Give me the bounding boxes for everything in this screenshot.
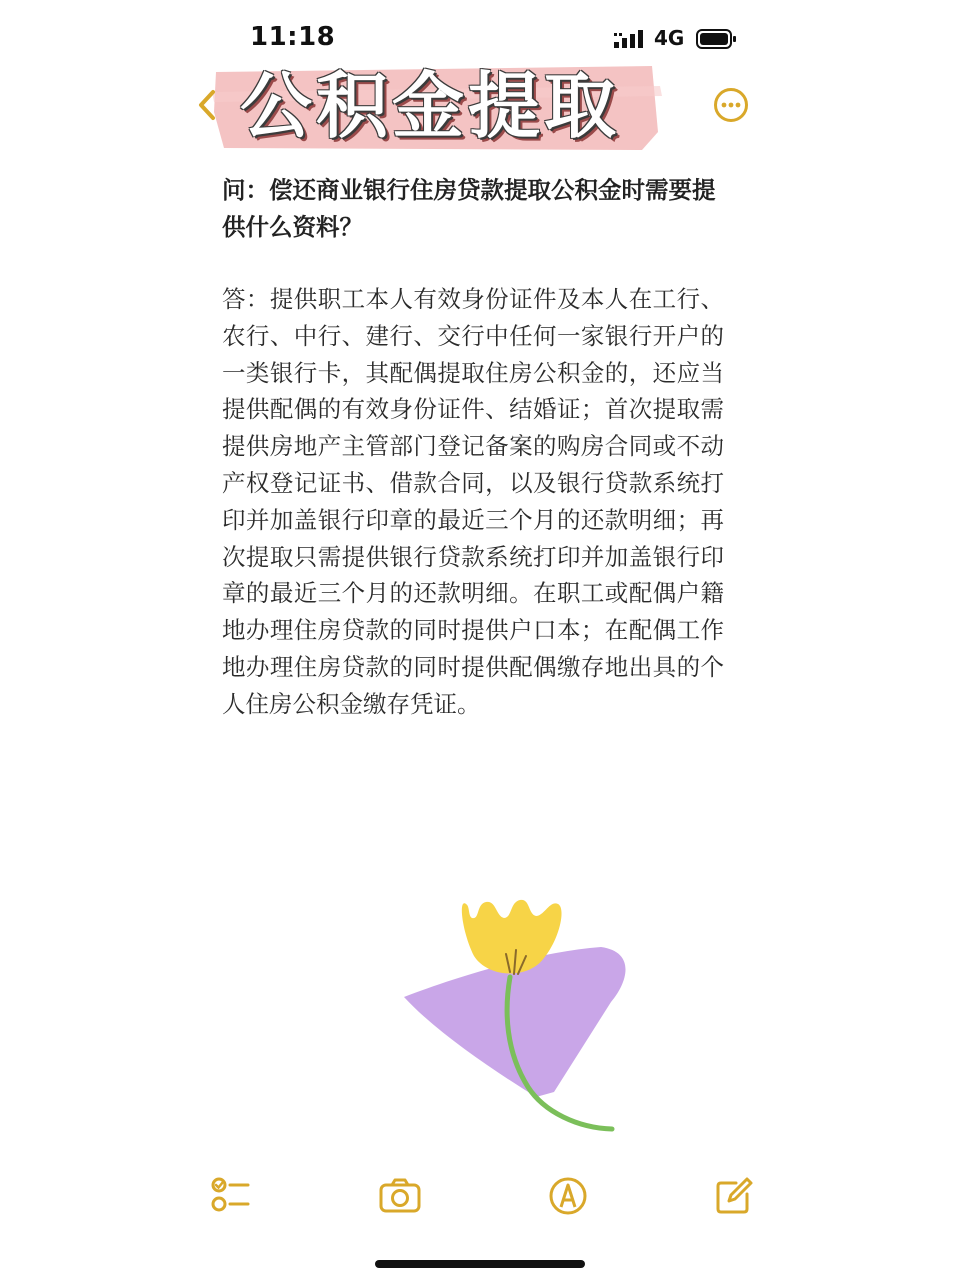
note-answer: 答：提供职工本人有效身份证件及本人在工行、农行、中行、建行、交行中任何一家银行开户的一类银行卡，其配偶提取住房公积金的，还应当提供配偶的有效身份证件、结婚证；首次提取需提供房地产主管部门登记备案的购房合同或不动产权登记证书、借款合同，以及银行贷款系统打印并加盖银行印章的最近三个月的还款明细；再次提取只需提供银行贷款系统打印并加盖银行印章的最近三个月的还款明细。在职工或配偶户籍地办理住房贷款的同时提供户口本；在配偶工作地办理住房贷款的同时提供配偶缴存地出具的个人住房公积金缴存凭证。 [222,285,724,718]
status-time: 11:18 [250,22,336,52]
camera-icon[interactable] [378,1174,422,1218]
battery-icon [696,28,738,50]
checklist-icon[interactable] [210,1174,254,1218]
compose-icon[interactable] [712,1174,756,1218]
page-title: 公积金提取 [240,64,621,148]
tulip-illustration [396,892,636,1137]
markup-pen-icon[interactable] [546,1174,590,1218]
signal-icon [614,30,648,48]
more-options-icon[interactable] [713,87,749,123]
note-question: 问：偿还商业银行住房贷款提取公积金时需要提供什么资料？ [222,176,716,241]
network-label: 4G [654,26,685,50]
note-body[interactable] [222,172,724,723]
back-chevron-icon[interactable] [195,88,219,122]
home-indicator[interactable] [375,1260,585,1268]
